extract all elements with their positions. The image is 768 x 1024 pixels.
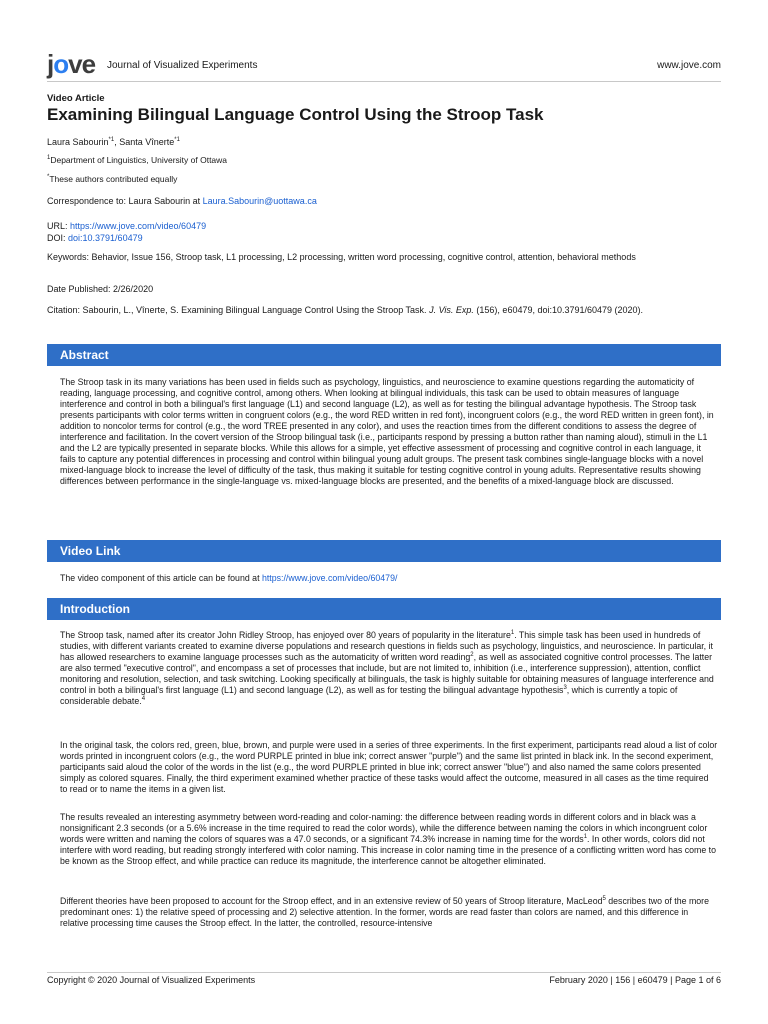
article-url: URL: https://www.jove.com/video/60479 xyxy=(47,221,207,231)
abstract-header: Abstract xyxy=(47,344,721,366)
email-link[interactable]: Laura.Sabourin@uottawa.ca xyxy=(202,196,317,206)
doi-link[interactable]: doi:10.3791/60479 xyxy=(68,233,143,243)
article-doi: DOI: doi:10.3791/60479 xyxy=(47,233,143,243)
keywords: Keywords: Behavior, Issue 156, Stroop task, L1 processing, L2 processing, written word processing, cognitive control, attention, behavioral methods xyxy=(47,252,636,262)
author-name: Laura Sabourin xyxy=(47,137,109,147)
video-link-text: The video component of this article can be found at https://www.jove.com/video/60479/ xyxy=(60,573,398,583)
article-type: Video Article xyxy=(47,93,105,104)
article-title: Examining Bilingual Language Control Using the Stroop Task xyxy=(47,105,544,124)
url-link[interactable]: https://www.jove.com/video/60479 xyxy=(70,221,207,231)
footer-page-info: February 2020 | 156 | e60479 | Page 1 of 6 xyxy=(549,975,721,985)
jove-logo[interactable]: jove xyxy=(47,49,96,79)
introduction-header: Introduction xyxy=(47,598,721,620)
intro-paragraph-3: The results revealed an interesting asymmetry between word-reading and color-naming: the difference between reading words in different colors and in black was a nonsignificant 2.3 seconds (or a 5.6% increase in the time required to read the color words), while the difference between naming the colors in which incongruent color words were written and naming the colors of squares was a 47.0 seconds, or a significant 74.3% increase in naming time for the words$^1$. In other words, colors did not interfere with word reading, but reading strongly interfered with color naming. This increase in color naming time in the presence of a conflicting written word has come to be known as the Stroop effect, and while practice can reduce its magnitude, the interference cannot be altogether eliminated. xyxy=(60,812,717,866)
author-list: Laura Sabourin$^{*1}$, Santa Vînerte$^{*1}$ xyxy=(47,137,180,147)
abstract-text: The Stroop task in its many variations has been used in fields such as psychology, linguistics, and neuroscience to examine questions regarding the automaticity of reading, language processing, and cognitive control, among others. When looking at bilingual individuals, this task can be used to obtain measures of language interference and control in both a bilingual's first language (L1) and second language (L2), as well as for testing the bilingual advantage hypothesis. The Stroop task presents participants with color terms written in congruent colors (e.g., the word RED written in red font), incongruent colors (e.g., the word RED written in green font), in addition to noncolor terms for control (e.g., the word TREE presented in any color), and uses the reaction times from the different conditions to assess the degree of interference and facilitation. In the covert version of the Stroop bilingual task (i.e., participants respond by pressing a button rather than naming aloud), stimuli in the L1 and the L2 are typically presented in separate blocks. While this allows for a simple, yet effective assessment of processing and cognitive control in each language, it fails to capture any potential differences in processing and control within bilingual young adult groups. The present task combines single-language blocks with a novel mixed-language block to increase the level of difficulty of the task, thus making it suitable for testing cognitive control in young adults. Representative results showing differences between performance in the single-language vs. mixed-language blocks are presented, and the benefits of a mixed-language block are discussed. xyxy=(60,377,714,486)
video-link-header: Video Link xyxy=(47,540,721,562)
date-published: Date Published: 2/26/2020 xyxy=(47,284,154,294)
citation: Citation: Sabourin, L., Vînerte, S. Examining Bilingual Language Control Using the Stroop Task. J. Vis. Exp. (156), e60479, doi:10.3791/60479 (2020). xyxy=(47,305,644,315)
correspondence: Correspondence to: Laura Sabourin at Laura.Sabourin@uottawa.ca xyxy=(47,196,317,206)
intro-paragraph-2: In the original task, the colors red, green, blue, brown, and purple were used in a series of three experiments. In the first experiment, participants read aloud a list of color words printed in incongruent colors (e.g., the word PURPLE printed in blue ink; correct answer "purple") and the same list printed in black ink. In the second experiment, participants said aloud the color of the words in the list (e.g., the word PURPLE printed in blue ink; correct answer "blue") and also named the same colors presented simply as colored squares. Finally, the third experiment examined whether practice of these tasks would affect the outcome, measured in all cases as the time required to read or to name the items in a given list. xyxy=(60,740,718,794)
footer-divider xyxy=(47,972,721,973)
equal-contribution-note: *These authors contributed equally xyxy=(47,174,178,184)
journal-header xyxy=(47,49,721,79)
header-divider xyxy=(47,81,721,82)
author-name: Santa Vînerte xyxy=(119,137,175,147)
journal-name: Journal of Visualized Experiments xyxy=(107,60,258,71)
footer-copyright: Copyright © 2020 Journal of Visualized Experiments xyxy=(47,975,256,985)
affiliation: $^1$Department of Linguistics, University of Ottawa xyxy=(47,155,228,165)
intro-paragraph-1: The Stroop task, named after its creator John Ridley Stroop, has enjoyed over 80 years of popularity in the literature$^1$. This simple task has been used in hundreds of studies, with different variants created to examine diverse populations and research questions in fields such as psychology, linguistics, and neuroscience. In particular, it has allowed researchers to examine language processes such as the automaticity of written word reading$^2$, as well as associated cognitive control processes. The latter are also termed "executive control", and encompass a set of processes that include, but are not limited to, inhibition (i.e., interference suppression), attention, conflict monitoring and resolution, selection, and task switching. Looking specifically at bilinguals, the task is highly suitable for obtaining measures of language interference and control in both a bilingual's first language (L1) and second language (L2), as well as for testing the bilingual advantage hypothesis$^3$, which is currently a topic of considerable debate.$^4$ xyxy=(60,630,714,706)
website-link[interactable]: www.jove.com xyxy=(657,60,721,71)
video-link[interactable]: https://www.jove.com/video/60479/ xyxy=(261,573,398,583)
intro-paragraph-4: Different theories have been proposed to account for the Stroop effect, and in an extensive review of 50 years of Stroop literature, MacLeod$^5$ describes two of the more predominant ones: 1) the relative speed of processing and 2) selective attention. In the former, words are read faster than colors are named, and this difference in relative processing time causes the Stroop effect. In the latter, the controlled, resource-intensive xyxy=(60,896,709,928)
